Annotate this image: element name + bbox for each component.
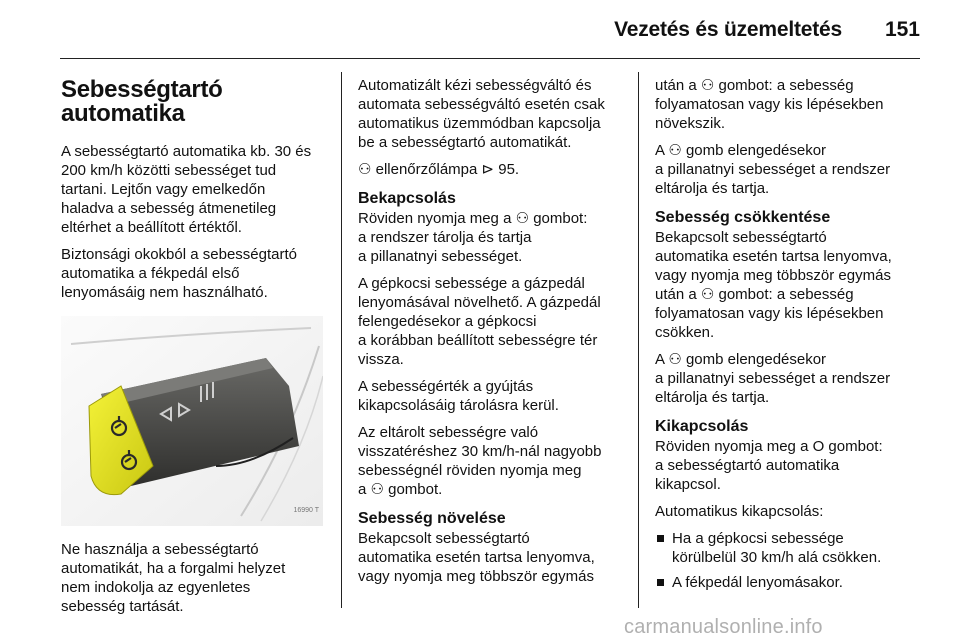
paragraph: Az eltárolt sebességre való visszatéréshez 30 km/h-nál nagyobb sebességnél röviden nyomja meg a ⚇ gombot. (358, 424, 602, 498)
column-2 (358, 76, 630, 594)
paragraph: Bekapcsolt sebességtartó automatika esetén tartsa lenyomva, vagy nyomja meg többször egymás után a ⚇ gombot: a sebesség folyamatosan vagy kis lépésekben csökken. (655, 229, 892, 341)
paragraph: A gépkocsi sebessége a gázpedál lenyomásával növelhető. A gázpedál felengedésekor a gépkocsi a korábban beállított sebességre tér vissza. (358, 275, 601, 368)
subsection-heading-decrease: Sebesség csökkentése (655, 209, 831, 226)
list-item: A fékpedál lenyomásakor. (655, 573, 930, 592)
paragraph: után a ⚇ gombot: a sebesség folyamatosan vagy kis lépésekben növekszik. (655, 77, 884, 132)
header-divider (60, 58, 920, 59)
paragraph: Röviden nyomja meg a ⚇ gombot: a rendszer tárolja és tartja a pillanatnyi sebességet. (358, 210, 588, 265)
paragraph: A sebességérték a gyújtás kikapcsolásáig tárolásra kerül. (358, 378, 559, 414)
cruise-control-lever-illustration (61, 316, 323, 526)
paragraph: Ne használja a sebességtartó automatikát, ha a forgalmi helyzet nem indokolja az egyenletes sebesség tartását. (61, 541, 286, 615)
paragraph: A ⚇ gomb elengedésekor a pillanatnyi sebességet a rendszer eltárolja és tartja. (655, 351, 891, 406)
paragraph: Automatikus kikapcsolás: (655, 503, 824, 520)
watermark: carmanualsonline.info (624, 616, 823, 638)
paragraph: Röviden nyomja meg a O gombot: a sebességtartó automatika kikapcsol. (655, 438, 883, 493)
paragraph: Biztonsági okokból a sebességtartó automatika a fékpedál első lenyomásáig nem használható. (61, 246, 297, 301)
column-divider-1 (341, 72, 342, 608)
column-divider-2 (638, 72, 639, 608)
page-header (0, 0, 960, 60)
subsection-heading-switch-on: Bekapcsolás (358, 190, 456, 207)
paragraph: A sebességtartó automatika kb. 30 és 200 km/h közötti sebességet tud tartani. Lejtőn vagy emelkedőn haladva a sebesség átmenetileg eltérhet a beállított értéktől. (61, 143, 312, 236)
header-title: Vezetés és üzemeltetés (614, 18, 842, 41)
column-1 (61, 76, 333, 624)
paragraph: ⚇ ellenőrzőlámpa ⊳ 95. (358, 161, 520, 178)
paragraph: Automatizált kézi sebességváltó és automata sebességváltó esetén csak automatikus üzemmódban kapcsolja be a sebességtartó automatikát. (358, 77, 605, 151)
subsection-heading-switch-off: Kikapcsolás (655, 418, 749, 435)
list-item: Ha a gépkocsi sebessége körülbelül 30 km/h alá csökken. (655, 529, 930, 567)
column-3 (655, 76, 930, 598)
bullet-list (655, 529, 930, 592)
subsection-heading-increase: Sebesség növelése (358, 510, 506, 527)
figure-label: 16990 T (293, 507, 319, 514)
paragraph: Bekapcsolt sebességtartó automatika esetén tartsa lenyomva, vagy nyomja meg többször egymás (358, 530, 595, 585)
section-title: Sebességtartó automatika (61, 76, 223, 127)
paragraph: A ⚇ gomb elengedésekor a pillanatnyi sebességet a rendszer eltárolja és tartja. (655, 142, 891, 197)
lever-drawing (61, 316, 323, 526)
page-number: 151 (884, 18, 920, 41)
